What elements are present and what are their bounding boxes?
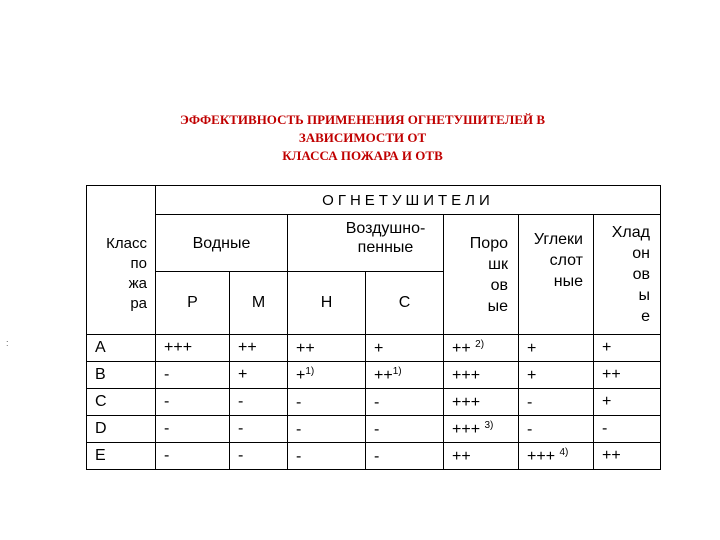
value-s xyxy=(366,362,444,389)
value-freon: + xyxy=(594,335,661,362)
footnote-mark: 1) xyxy=(392,365,402,377)
value-n xyxy=(288,335,366,362)
freon-line: е xyxy=(641,308,650,325)
powder-line: Поро xyxy=(469,234,508,252)
value-s xyxy=(366,416,444,443)
value-r: - xyxy=(156,416,230,443)
value-co2 xyxy=(519,362,594,389)
title-line-3: КЛАССА ПОЖАРА И ОТВ xyxy=(282,148,443,163)
value-co2 xyxy=(519,416,594,443)
air-foam-header xyxy=(288,215,444,272)
footnote-mark: 1) xyxy=(305,365,315,377)
powder-header xyxy=(444,215,519,335)
class-label: D xyxy=(87,416,156,443)
value-m: - xyxy=(230,443,288,470)
co2-line: ные xyxy=(553,273,583,290)
page-title xyxy=(100,111,625,165)
value-text: - xyxy=(296,393,302,411)
table-row xyxy=(87,416,661,443)
corner-cell xyxy=(87,186,156,215)
class-label: B xyxy=(87,362,156,389)
value-text: - xyxy=(296,420,302,438)
value-text: - xyxy=(374,447,380,465)
powder-line: ые xyxy=(487,297,508,315)
value-m: ++ xyxy=(230,335,288,362)
value-text: +++ xyxy=(452,366,481,384)
value-m: + xyxy=(230,362,288,389)
value-text: - xyxy=(374,420,380,438)
class-label: C xyxy=(87,389,156,416)
value-text: +++ xyxy=(452,420,481,438)
value-freon: - xyxy=(594,416,661,443)
powder-line: шк xyxy=(488,255,508,273)
value-s xyxy=(366,335,444,362)
value-s xyxy=(366,443,444,470)
freon-line: ов xyxy=(632,266,650,283)
value-text: - xyxy=(374,393,380,411)
value-text: + xyxy=(374,339,384,357)
value-text: +++ xyxy=(527,447,556,465)
value-n xyxy=(288,416,366,443)
freon-line: Хлад xyxy=(611,224,650,241)
table-row xyxy=(87,362,661,389)
class-header-line: жа xyxy=(128,275,147,293)
co2-line: Углеки xyxy=(533,231,583,248)
value-text: + xyxy=(527,366,537,384)
footnote-mark: 4) xyxy=(559,446,569,458)
air-foam-line: Воздушно- xyxy=(345,220,426,237)
sub-header-s: С xyxy=(366,272,444,335)
value-co2 xyxy=(519,335,594,362)
extinguisher-table xyxy=(86,185,661,470)
value-r: - xyxy=(156,443,230,470)
value-co2 xyxy=(519,389,594,416)
value-m: - xyxy=(230,416,288,443)
table-row xyxy=(87,335,661,362)
value-s xyxy=(366,389,444,416)
value-powder xyxy=(444,416,519,443)
value-powder xyxy=(444,389,519,416)
value-freon: + xyxy=(594,389,661,416)
freon-line: ы xyxy=(638,287,650,304)
value-powder xyxy=(444,362,519,389)
class-header xyxy=(87,215,156,335)
water-header: Водные xyxy=(156,215,288,272)
value-r: - xyxy=(156,389,230,416)
air-foam-line: пенные xyxy=(357,239,414,256)
value-powder xyxy=(444,335,519,362)
value-n xyxy=(288,362,366,389)
co2-line: слот xyxy=(549,252,583,269)
class-label: A xyxy=(87,335,156,362)
value-text: + xyxy=(296,366,306,384)
freon-header xyxy=(594,215,661,335)
value-text: ++ xyxy=(452,447,471,465)
footnote-mark: 3) xyxy=(484,419,494,431)
title-line-1: ЭФФЕКТИВНОСТЬ ПРИМЕНЕНИЯ ОГНЕТУШИТЕЛЕЙ В xyxy=(179,112,546,127)
class-header-line: ра xyxy=(130,295,147,313)
value-text: +++ xyxy=(452,393,481,411)
value-n xyxy=(288,443,366,470)
value-powder xyxy=(444,443,519,470)
class-header-line: по xyxy=(130,255,147,273)
freon-line: он xyxy=(632,245,650,262)
footnote-mark: 2) xyxy=(475,338,485,350)
table-row xyxy=(87,389,661,416)
table-row xyxy=(87,443,661,470)
value-freon: ++ xyxy=(594,362,661,389)
title-line-2: ЗАВИСИМОСТИ ОТ xyxy=(298,130,427,145)
value-text: + xyxy=(527,339,537,357)
value-text: - xyxy=(527,393,533,411)
value-m: - xyxy=(230,389,288,416)
value-co2 xyxy=(519,443,594,470)
sub-header-m: М xyxy=(230,272,288,335)
class-label: E xyxy=(87,443,156,470)
value-r: +++ xyxy=(156,335,230,362)
value-text: - xyxy=(296,447,302,465)
sub-header-n: Н xyxy=(288,272,366,335)
value-text: - xyxy=(527,420,533,438)
value-r: - xyxy=(156,362,230,389)
sub-header-r: Р xyxy=(156,272,230,335)
value-freon: ++ xyxy=(594,443,661,470)
value-text: ++ xyxy=(374,366,393,384)
co2-header xyxy=(519,215,594,335)
main-header: ОГНЕТУШИТЕЛИ xyxy=(156,186,661,215)
value-text: ++ xyxy=(452,339,471,357)
class-header-line: Класс xyxy=(106,235,147,253)
value-text: ++ xyxy=(296,339,315,357)
value-n xyxy=(288,389,366,416)
powder-line: ов xyxy=(490,276,508,294)
stray-mark: : xyxy=(6,338,9,348)
